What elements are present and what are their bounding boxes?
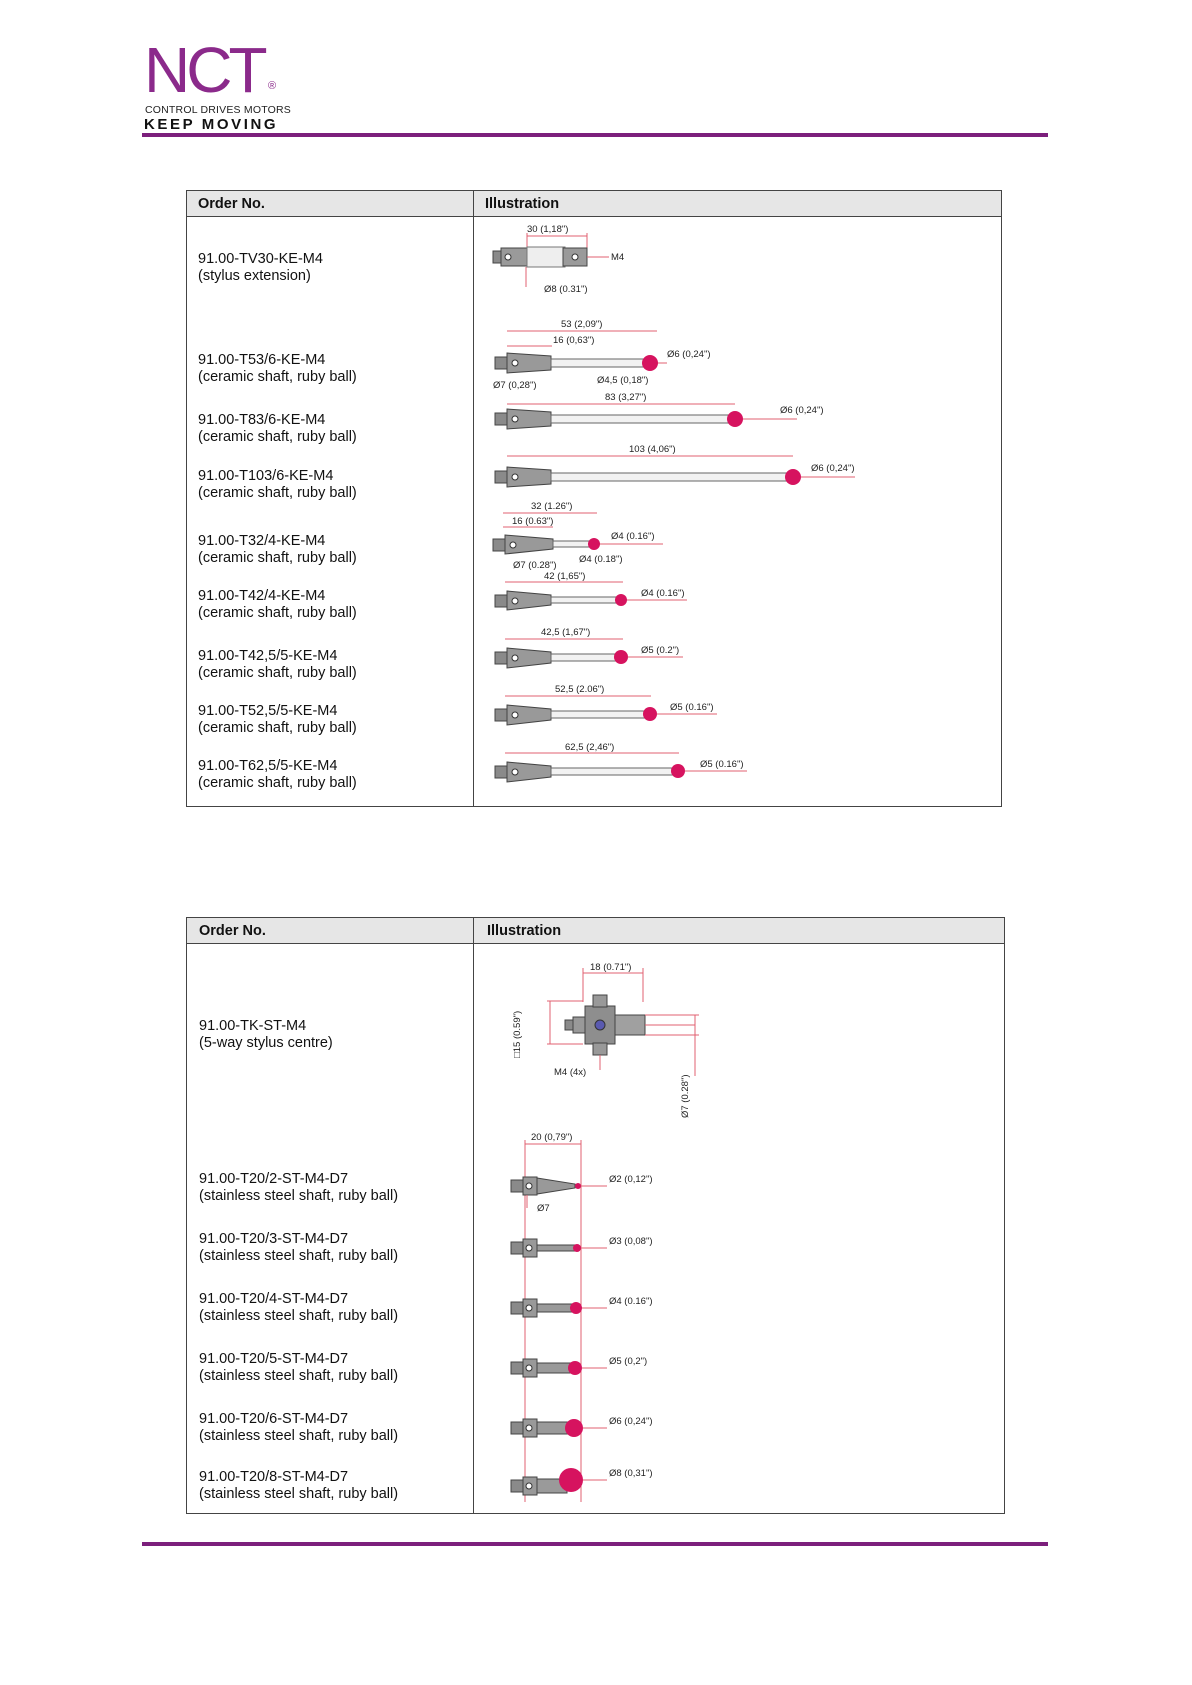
column-header-order-no: Order No. [199,923,266,939]
illustration-t103-6 [495,444,855,487]
dimension-label: 30 (1,18") [527,224,569,235]
header-divider [142,133,1048,137]
dimension-label: Ø6 (0,24") [811,463,855,474]
dimension-label: Ø3 (0,08") [609,1236,653,1247]
illustrations-table2 [187,918,1004,1513]
order-number: 91.00-T83/6-KE-M4 [198,412,326,428]
order-description: (stylus extension) [198,268,311,284]
stylus-table-ceramic [186,190,1002,807]
dimension-label: □15 (0.59") [512,1010,523,1058]
order-description: (stainless steel shaft, ruby ball) [199,1308,399,1324]
dimension-label: Ø7 [537,1203,550,1214]
order-description: (ceramic shaft, ruby ball) [198,369,357,385]
order-description: (stainless steel shaft, ruby ball) [199,1486,399,1502]
illustration-t20-2 [511,1174,653,1214]
dimension-label: 53 (2,09") [561,319,603,330]
dimension-label: Ø7 (0,28") [493,380,537,391]
dimension-label: 42,5 (1,67") [541,627,591,638]
illustration-t32-4 [493,501,663,571]
dimension-label: Ø4 (0.16") [611,531,655,542]
illustration-t42-5-5 [495,627,683,668]
order-description: (ceramic shaft, ruby ball) [198,720,357,736]
order-number: 91.00-T20/5-ST-M4-D7 [199,1351,349,1367]
order-description: (stainless steel shaft, ruby ball) [199,1428,399,1444]
order-number: 91.00-TV30-KE-M4 [198,251,323,267]
order-number: 91.00-T62,5/5-KE-M4 [198,758,338,774]
order-number: 91.00-TK-ST-M4 [199,1018,307,1034]
order-number: 91.00-T20/3-ST-M4-D7 [199,1231,349,1247]
order-description: (ceramic shaft, ruby ball) [198,605,357,621]
order-number: 91.00-T42,5/5-KE-M4 [198,648,338,664]
dimension-label: Ø5 (0,2") [609,1356,648,1367]
dimension-label: Ø4 (0.18") [579,554,623,565]
order-number: 91.00-T20/6-ST-M4-D7 [199,1411,349,1427]
dimension-label: 16 (0.63") [512,516,554,527]
illustrations-table1 [187,191,1001,806]
illustration-t53-6 [493,319,711,391]
dimension-label: Ø7 (0.28") [680,1074,691,1118]
order-number: 91.00-T42/4-KE-M4 [198,588,326,604]
dimension-label: Ø6 (0,24") [609,1416,653,1427]
illustration-tv30 [493,224,624,295]
dimension-label: 52,5 (2.06") [555,684,605,695]
order-number: 91.00-T53/6-KE-M4 [198,352,326,368]
dimension-label: Ø4 (0.16") [641,588,685,599]
dimension-label: 20 (0,79") [531,1132,573,1143]
illustration-t20-8 [511,1468,653,1495]
dimension-label: 103 (4,06") [629,444,676,455]
illustration-t83-6 [495,392,824,429]
order-description: (ceramic shaft, ruby ball) [198,550,357,566]
order-number: 91.00-T20/8-ST-M4-D7 [199,1469,349,1485]
dimension-label: Ø5 (0.2") [641,645,680,656]
logo-wordmark: NCT [144,34,264,106]
stylus-table-steel [186,917,1005,1514]
column-header-order-no: Order No. [198,196,265,212]
order-description: (stainless steel shaft, ruby ball) [199,1248,399,1264]
dimension-label: Ø6 (0,24") [667,349,711,360]
dimension-label: 16 (0,63") [553,335,595,346]
dimension-label: Ø4 (0.16") [609,1296,653,1307]
logo-slogan: KEEP MOVING [144,116,279,133]
illustration-t20-6 [511,1416,653,1437]
order-description: (5-way stylus centre) [199,1035,333,1051]
order-number: 91.00-T32/4-KE-M4 [198,533,326,549]
order-description: (ceramic shaft, ruby ball) [198,665,357,681]
dimension-label: Ø2 (0,12") [609,1174,653,1185]
logo-registered-mark: ® [268,80,277,92]
dimension-label: Ø6 (0,24") [780,405,824,416]
dimension-label: 18 (0.71") [590,962,632,973]
illustration-t52-5-5 [495,684,717,725]
column-header-illustration: Illustration [487,923,562,939]
order-description: (ceramic shaft, ruby ball) [198,429,357,445]
dimension-label: 62,5 (2,46") [565,742,615,753]
order-number: 91.00-T103/6-KE-M4 [198,468,334,484]
dimension-label: Ø7 (0.28") [513,560,557,571]
dimension-label: Ø5 (0.16") [700,759,744,770]
dimension-label: Ø8 (0,31") [609,1468,653,1479]
dimension-label: M4 [611,252,625,263]
illustration-5-way-centre [512,962,699,1118]
illustration-t20-4 [511,1296,653,1317]
footer-divider [142,1542,1048,1546]
dimension-label: 42 (1,65") [544,571,586,582]
dimension-label: M4 (4x) [554,1067,587,1078]
illustration-t20-5 [511,1356,647,1377]
dimension-label: Ø8 (0.31") [544,284,588,295]
illustration-t62-5-5 [495,742,747,782]
dimension-label: 32 (1.26") [531,501,573,512]
dimension-label: 83 (3,27") [605,392,647,403]
order-description: (stainless steel shaft, ruby ball) [199,1368,399,1384]
logo-tagline: CONTROL DRIVES MOTORS [145,104,291,116]
order-number: 91.00-T20/2-ST-M4-D7 [199,1171,349,1187]
illustration-t20-3 [511,1236,653,1257]
dimension-label: Ø5 (0.16") [670,702,714,713]
order-description: (ceramic shaft, ruby ball) [198,485,357,501]
order-description: (stainless steel shaft, ruby ball) [199,1188,399,1204]
order-number: 91.00-T20/4-ST-M4-D7 [199,1291,349,1307]
column-header-illustration: Illustration [485,196,560,212]
nct-logo [144,34,294,133]
illustration-t42-4 [495,571,687,610]
dimension-label: Ø4,5 (0,18") [597,375,649,386]
order-description: (ceramic shaft, ruby ball) [198,775,357,791]
order-number: 91.00-T52,5/5-KE-M4 [198,703,338,719]
